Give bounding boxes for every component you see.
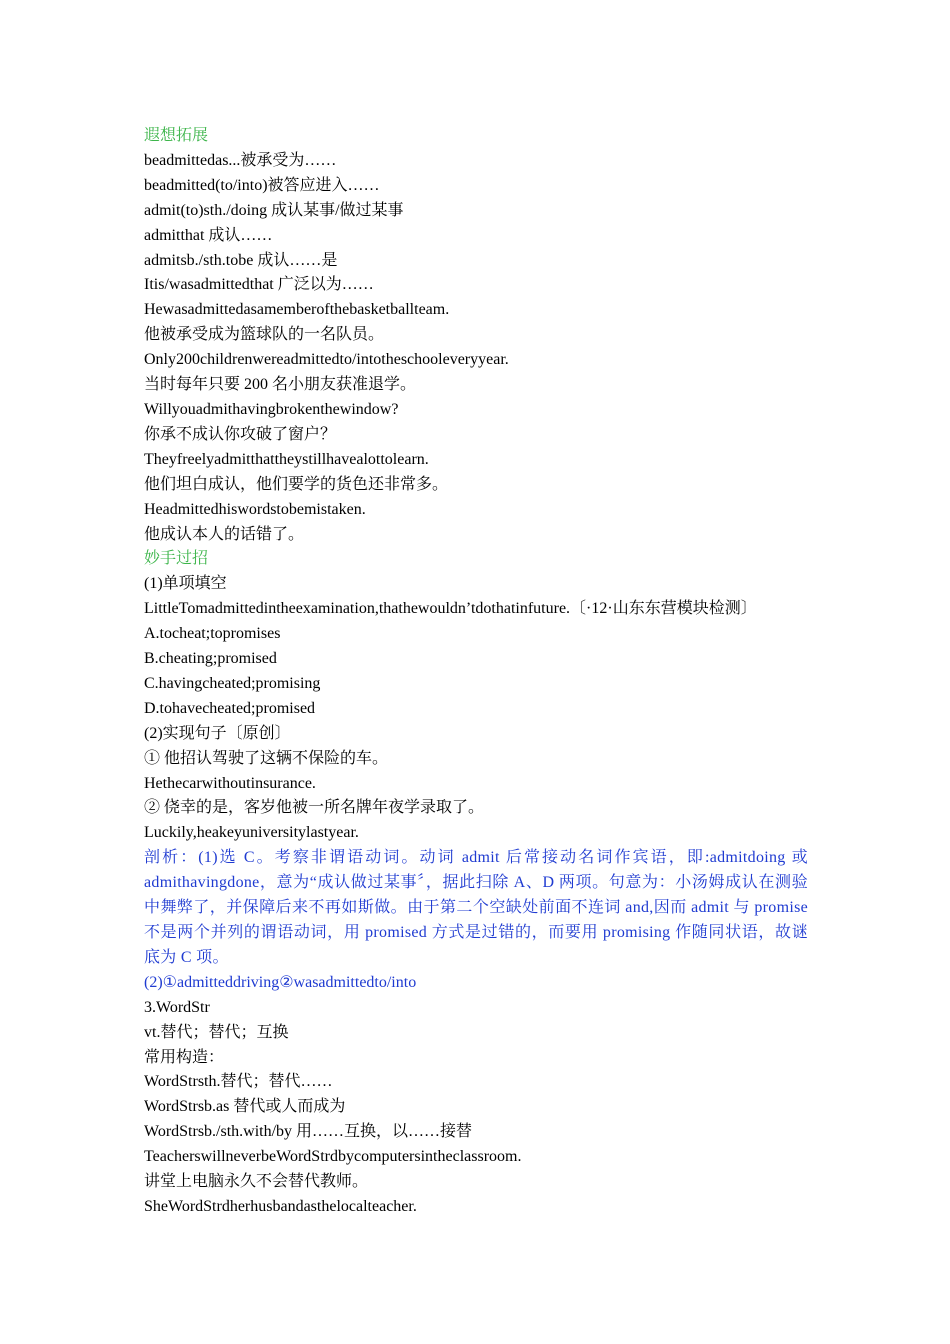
- vocab-block-replace: [144, 996, 808, 1220]
- text-line: beadmitted(to/into)被答应进入……: [144, 176, 380, 194]
- question-stem: LittleTomadmittedintheexamination,thathewouldn’tdothatinfuture.〔·12·山东东营模块检测〕: [144, 600, 757, 618]
- document-page: [144, 124, 808, 1220]
- exercise-title: (1)单项填空: [144, 575, 227, 593]
- example-sentence: Willyouadmithavingbrokenthewindow?: [144, 400, 399, 418]
- question-blank: Hethecarwithoutinsurance.: [144, 774, 316, 792]
- text-line: admitthat 成认……: [144, 226, 273, 244]
- text-line: vt.替代；替代；互换: [144, 1023, 289, 1041]
- text-line: WordStrsth.替代；替代……: [144, 1073, 333, 1091]
- example-translation: 他们坦白成认，他们要学的货色还非常多。: [144, 475, 449, 493]
- example-sentence: Hewasadmittedasamemberofthebasketballteam.: [144, 301, 450, 319]
- exercise-title: (2)实现句子〔原创〕: [144, 724, 291, 742]
- text-line: Itis/wasadmittedthat 广泛以为……: [144, 276, 374, 294]
- option-c: C.havingcheated;promising: [144, 674, 321, 692]
- vocab-block-admit: [144, 149, 808, 548]
- text-line: admitsb./sth.tobe 成认……是: [144, 251, 338, 269]
- example-translation: 讲堂上电脑永久不会替代教师。: [144, 1173, 369, 1191]
- example-translation: 他成认本人的话错了。: [144, 525, 305, 543]
- question-item: ① 他招认驾驶了这辆不保险的车。: [144, 749, 389, 767]
- example-translation: 他被承受成为篮球队的一名队员。: [144, 326, 385, 344]
- answer-line: (2)①admitteddriving②wasadmittedto/into: [144, 973, 417, 991]
- example-translation: 当时每年只要 200 名小朋友获准退学。: [144, 376, 417, 394]
- example-sentence: Only200childrenwereadmittedto/intotheschooleveryyear.: [144, 351, 509, 369]
- section-heading-expand: 遐想拓展: [144, 127, 209, 144]
- option-b: B.cheating;promised: [144, 650, 277, 668]
- vocab-heading: 3.WordStr: [144, 998, 210, 1016]
- exercise-block: [144, 572, 808, 846]
- option-a: A.tocheat;topromises: [144, 625, 281, 643]
- example-translation: 你承不成认你攻破了窗户？: [144, 425, 337, 443]
- example-sentence: SheWordStrdherhusbandasthelocalteacher.: [144, 1197, 417, 1215]
- text-line: WordStrsb./sth.with/by 用……互换，以……接替: [144, 1123, 473, 1141]
- text-line: 常用构造：: [144, 1048, 225, 1066]
- example-sentence: TeacherswillneverbeWordStrdbycomputersintheclassroom.: [144, 1148, 522, 1166]
- text-line: WordStrsb.as 替代或人而成为: [144, 1098, 346, 1116]
- text-line: admit(to)sth./doing 成认某事/做过某事: [144, 201, 404, 219]
- text-line: beadmittedas...被承受为……: [144, 151, 337, 169]
- analysis-paragraph: 剖析：(1)选 C。考察非谓语动词。动词 admit 后常接动名词作宾语，即:admitdoing 或 admithavingdone，意为“成认做过某事〞，据此扫除 A、D 两项。句意为：小汤姆成认在测验中舞弊了，并保障后来不再如斯做。由于第二个空缺处前面不连词 and,因而 admit 与 promise 不是两个并列的谓语动词，用 promised 方式是过错的，而要用 promising 作随同状语，故谜底为 C 项。: [144, 849, 808, 966]
- question-item: ② 侥幸的是，客岁他被一所名牌年夜学录取了。: [144, 799, 485, 817]
- section-heading-practice: 妙手过招: [144, 550, 209, 568]
- example-sentence: Headmittedhiswordstobemistaken.: [144, 500, 366, 518]
- option-d: D.tohavecheated;promised: [144, 699, 316, 717]
- question-blank: Luckily,heakeyuniversitylastyear.: [144, 824, 359, 842]
- example-sentence: Theyfreelyadmitthattheystillhavealottolearn.: [144, 450, 429, 468]
